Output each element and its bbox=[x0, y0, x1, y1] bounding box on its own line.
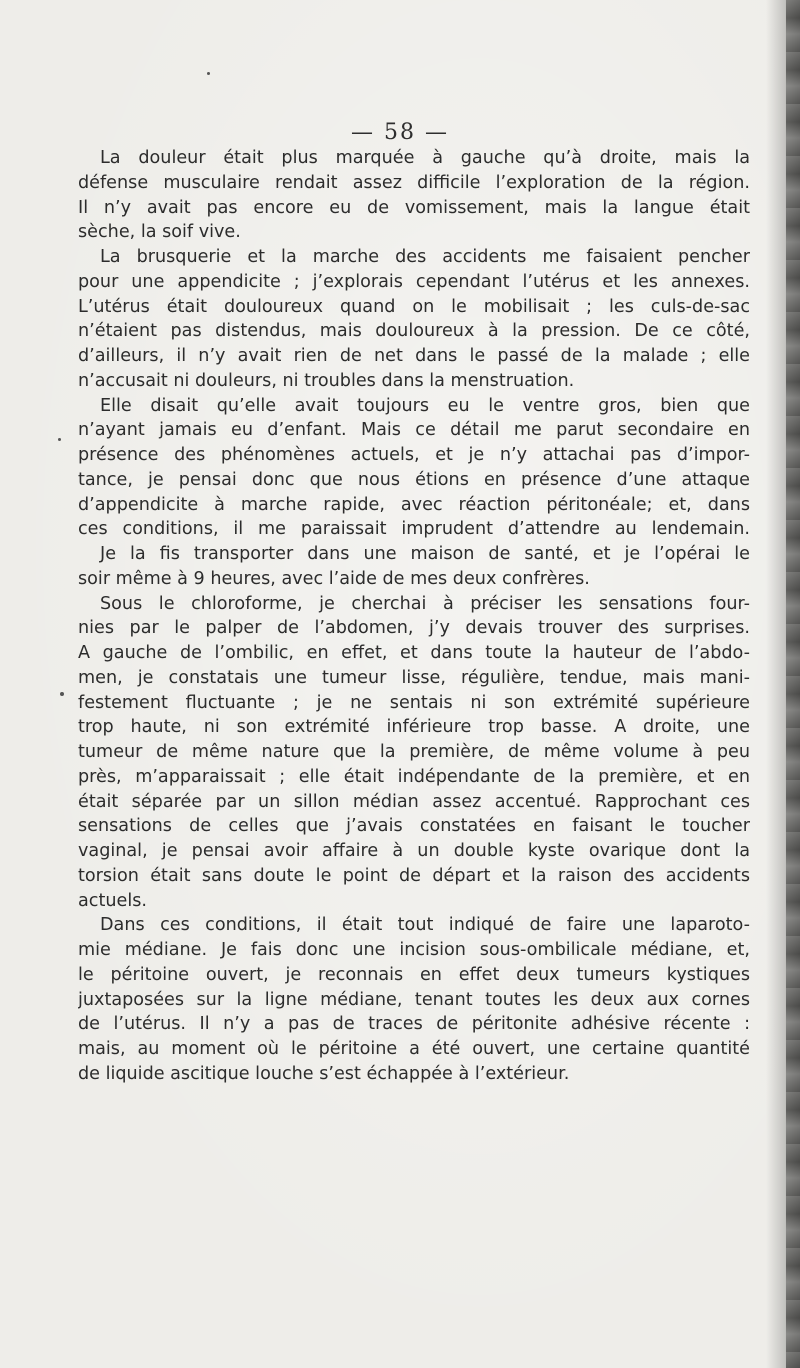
text-line: A gauche de l’ombilic, en effet, et dans toute la hauteur de l’abdo- bbox=[78, 643, 750, 663]
text-line: Sous le chloroforme, je cherchai à préciser les sensations four- bbox=[100, 593, 750, 614]
text-line: pour une appendicite ; j’explorais cependant l’utérus et les annexes. bbox=[78, 271, 750, 292]
text-line: vaginal, je pensai avoir affaire à un double kyste ovarique dont la bbox=[78, 841, 750, 861]
page-number: — 58 — bbox=[351, 120, 449, 145]
text-line: le péritoine ouvert, je reconnais en effet deux tumeurs kystiques bbox=[78, 964, 750, 985]
text-line: n’étaient pas distendus, mais douloureux à la pression. De ce côté, bbox=[78, 321, 750, 342]
text-line: Je la fis transporter dans une maison de santé, et je l’opérai le bbox=[100, 544, 750, 564]
text-line: ces conditions, il me paraissait imprudent d’attendre au lendemain. bbox=[78, 519, 750, 540]
text-line: défense musculaire rendait assez difficile l’exploration de la région. bbox=[78, 172, 750, 193]
text-line: n’ayant jamais eu d’enfant. Mais ce détail me parut secondaire en bbox=[78, 420, 750, 441]
text-line: était séparée par un sillon médian assez accentué. Rapprochant ces bbox=[78, 791, 750, 812]
text-line: festement fluctuante ; je ne sentais ni son extrémité supérieure bbox=[78, 692, 750, 713]
text-line: torsion était sans doute le point de départ et la raison des accidents bbox=[78, 865, 750, 886]
text-line: présence des phénomènes actuels, et je n’y attachai pas d’impor- bbox=[78, 445, 750, 465]
text-line: Il n’y avait pas encore eu de vomissement, mais la langue était bbox=[78, 197, 750, 218]
page-edge-binding bbox=[786, 0, 800, 1368]
text-line: La brusquerie et la marche des accidents me faisaient pencher bbox=[100, 247, 750, 267]
text-line: d’ailleurs, il n’y avait rien de net dans le passé de la malade ; elle bbox=[78, 346, 750, 366]
text-line: tance, je pensai donc que nous étions en présence d’une attaque bbox=[78, 469, 750, 490]
text-line: sensations de celles que j’avais constatées en faisant le toucher bbox=[78, 816, 750, 837]
text-line: mais, au moment où le péritoine a été ouvert, une certaine quantité bbox=[78, 1039, 750, 1059]
scan-speck bbox=[60, 692, 64, 696]
text-line: de liquide ascitique louche s’est échappée à l’extérieur. bbox=[78, 1063, 570, 1084]
scan-speck bbox=[207, 72, 210, 75]
text-line: n’accusait ni douleurs, ni troubles dans la menstruation. bbox=[78, 370, 575, 391]
body-text bbox=[78, 146, 750, 1087]
text-line: de l’utérus. Il n’y a pas de traces de péritonite adhésive récente : bbox=[78, 1014, 750, 1035]
text-line: Dans ces conditions, il était tout indiqué de faire une laparoto- bbox=[100, 915, 750, 936]
text-line: actuels. bbox=[78, 890, 147, 911]
text-line: La douleur était plus marquée à gauche qu’à droite, mais la bbox=[100, 148, 750, 168]
text-line: Elle disait qu’elle avait toujours eu le ventre gros, bien que bbox=[100, 395, 750, 416]
text-line: sèche, la soif vive. bbox=[78, 222, 241, 243]
text-line: juxtaposées sur la ligne médiane, tenant toutes les deux aux cornes bbox=[78, 989, 750, 1010]
text-line: trop haute, ni son extrémité inférieure trop basse. A droite, une bbox=[78, 717, 750, 738]
text-line: men, je constatais une tumeur lisse, régulière, tendue, mais mani- bbox=[78, 667, 750, 688]
scan-speck bbox=[58, 438, 61, 441]
text-line: près, m’apparaissait ; elle était indépendante de la première, et en bbox=[78, 766, 750, 787]
text-line: soir même à 9 heures, avec l’aide de mes deux confrères. bbox=[78, 568, 590, 589]
text-line: nies par le palper de l’abdomen, j’y devais trouver des surprises. bbox=[78, 618, 750, 639]
text-line: tumeur de même nature que la première, de même volume à peu bbox=[78, 742, 750, 762]
text-line: mie médiane. Je fais donc une incision sous-ombilicale médiane, et, bbox=[78, 940, 750, 960]
text-line: L’utérus était douloureux quand on le mobilisait ; les culs-de-sac bbox=[78, 296, 750, 317]
text-line: d’appendicite à marche rapide, avec réaction péritonéale; et, dans bbox=[78, 494, 750, 515]
